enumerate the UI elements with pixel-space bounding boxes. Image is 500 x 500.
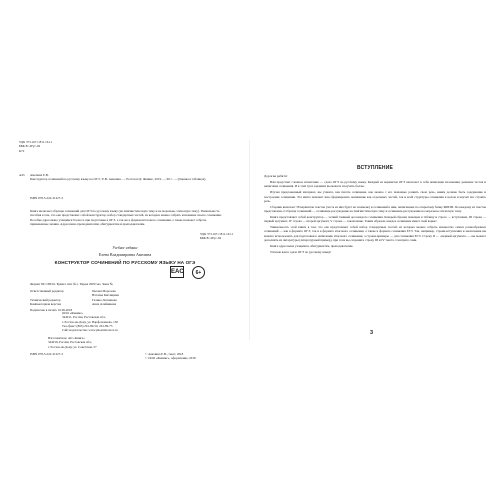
staff-role: Технический редактор (30, 297, 61, 302)
paragraph: Уникальность этой книги в том, что она представляет собой набор стандартных частей, из которых можно собрать множество самых разнообразных сочинений — как в формате ОГЭ, так и в формате итогового сочинения, а также в формате сочинения ЕГЭ. Так, например, строки-вступления и заключения вы можете использовать для подготовки к написанию итогового сочинения, а строки-примеры — для сочинения ЕГЭ. Строку II — «первый аргумент» — вы можете дополнить из литературы (литературный пример), при этом вы сохраните строку III и IV текста. Смотрите сами. (264, 225, 486, 243)
publisher-line: Тел./факс: (863) 261-89-50, 261-89-75 (62, 323, 113, 328)
publisher-block (62, 311, 118, 332)
udk-code: УДК 373.167.1:811.161.1 (19, 140, 53, 144)
isbn-bottom: ISBN 978-5-222-31227-3 (30, 352, 64, 356)
author-full-name: Елена Владимировна Амелина (98, 252, 152, 257)
bbk-right-block (200, 232, 233, 241)
book-title: КОНСТРУКТОР СОЧИНЕНИЙ ПО РУССКОМУ ЯЗЫКУ НА ОГЭ (54, 260, 196, 265)
udk-block (19, 140, 52, 153)
staff-name: Анна Алейникова (92, 302, 117, 307)
copyright-block (145, 352, 196, 361)
staff-row (30, 302, 117, 307)
isbn-line: ISBN 978-5-222-31227-3 (30, 196, 64, 200)
publisher-line: 344011, Россия, Ростовская обл., (62, 315, 107, 320)
signed-line: Подписано в печать 10.09.2018 (30, 307, 73, 312)
paragraph: Изучая предложенный материал, вы узнаете, как писать сочинение, как можно с его помощью развить свою речь, каким должно быть содержание и построение сочинения. Эта книга поможет вам сформировать понимание как отдельных частей, так и всей структуры сочинения в целом и научит вас строить речь. (264, 190, 486, 203)
paragraph: Сборник включает 58 вариантов текстов (часть из них будет на экзамене) и сочинений к ним, написанных по открытому банку ФИПИ. По каждому из текстов представлено 2 образца сочинений — сочинение-рассуждение на лингвистическую тему и сочинение-рассуждение на морально-этическую тему. (264, 204, 486, 214)
paragraph: Книга адресована учащимся, абитуриентам, преподавателям. (270, 243, 354, 248)
annotation-text: Книга включает образцы сочинений для ОГЭ по русскому языку (на лингвистическую тему и на морально-этическую тему). Уникальность пособия в том, что оно представляет собой конструктор, набор стандартных частей, из которых можно собрать изложение своего сочинения. Пособие адресовано учащимся 9 класса при подготовке к ОГЭ, а так же к формам итогового сочинения, а также поможет собрать примененные знания. Адресовано преподавателям, абитуриентам и преподавателям. (30, 209, 222, 227)
page-number: 3 (370, 330, 374, 336)
bbk-extra: К72 (19, 148, 25, 153)
publisher-line: ООО «Феникс» (62, 311, 84, 315)
printer-block (48, 336, 97, 349)
author-code: А43 (19, 173, 25, 177)
printer-line: 344019, Россия, Ростовская обл., (48, 340, 93, 345)
bbk-right-udk: УДК 373.167.1:811.161.1 (200, 232, 234, 236)
edition-label: Учебное издание (112, 246, 138, 250)
eac-mark-icon: EAC (170, 266, 184, 278)
introduction-page (250, 0, 500, 500)
bbk-code: ББК 81.2Рус-92 (19, 144, 41, 149)
staff-name: Оксана Морозова (92, 289, 116, 293)
copyright-line: © Амелина Е.В., текст, 2018 (145, 352, 184, 356)
printer-line: Изготовитель: АО «Книга» (48, 336, 85, 340)
paragraph: Успехов вам в сдаче ОГЭ по русскому языку! (270, 249, 332, 254)
paragraph: Книга представляет собой конструктор — четкий главный дел каждого сочинения. Каждый образец помещен в таблицу и строго — вступление, III строка — первый аргумент, IV строка — второй аргумент, V строка — заключение. Таким образом, каждое сочинение имеет свой каркас. (264, 214, 486, 224)
staff-role: Компьютерная верстка (30, 302, 62, 307)
author-line: Амелина Е.В. (30, 173, 49, 177)
author-bib: Конструктор сочинений по русскому языку на ОГЭ / Е.В. Амелина. — Ростов н/Д: Феникс, 2019. — 90 с. — (Оценка в таблицах). (30, 177, 207, 182)
staff-name: Галина Логвинова (92, 297, 117, 302)
greeting: Дорогие ребята! (264, 174, 288, 178)
age-rating-badge: 6+ (192, 266, 205, 279)
staff-name: Наталья Кислицина (92, 293, 119, 298)
body-text (264, 180, 486, 256)
copyright-line: © ООО «Феникс», оформление, 2018 (145, 356, 196, 361)
section-heading: ВСТУПЛЕНИЕ (356, 165, 394, 171)
bbk-right-bbk: ББК 81.2Рус-92 (200, 236, 222, 241)
staff-list (30, 289, 119, 312)
staff-role: Ответственный редактор (30, 289, 64, 293)
format-line: Формат 84×108/16. Бумага тип. №1. Тираж 2000 экз. Заказ № (30, 282, 113, 286)
paragraph: Вам предстоит сложное испытание — сдача ОГЭ по русскому языку. Каждый из вариантов ОГЭ включает в себя написание изложения, решение тестов и написание сочинения. И в этих трех заданиях вы можете получить баллы. (264, 180, 486, 189)
publisher-line: г. Ростов-на-Дону, ул. Варфоломеева, 150 (62, 319, 118, 324)
printer-line: г. Ростов-на-Дону, ул. Советская, 57 (48, 344, 97, 349)
publisher-line: Сайт издательства: www.phoenixrostov.ru (62, 328, 118, 333)
